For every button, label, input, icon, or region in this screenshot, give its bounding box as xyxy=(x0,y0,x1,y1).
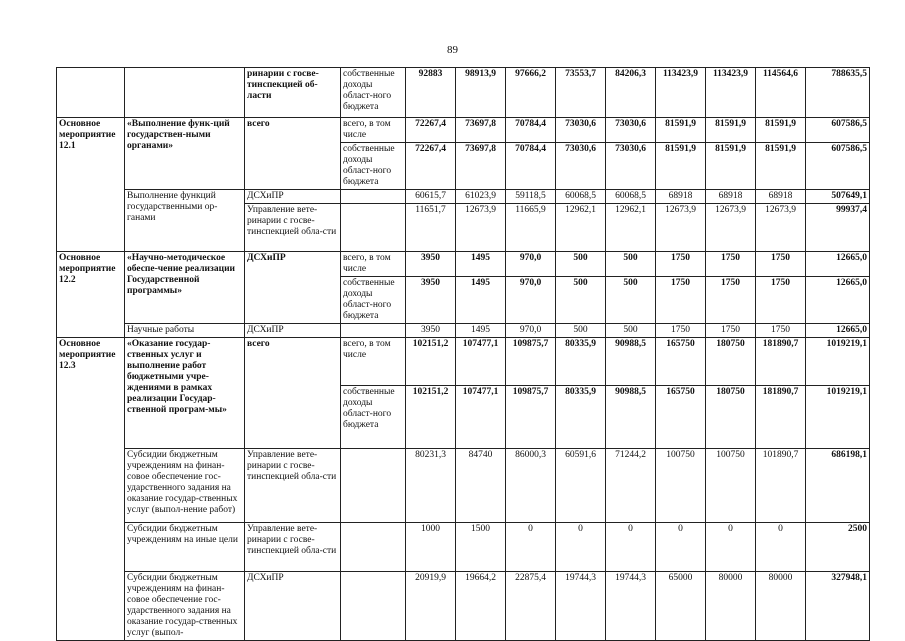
funding-source-cell: собственные доходы област-ного бюджета xyxy=(341,68,406,118)
budget-table xyxy=(56,67,870,641)
year-value-cell: 80231,3 xyxy=(406,449,456,523)
year-value-cell: 72267,4 xyxy=(406,118,456,143)
year-value-cell: 73030,6 xyxy=(556,118,606,143)
year-value-cell: 61023,9 xyxy=(456,190,506,204)
year-value-cell: 100750 xyxy=(656,449,706,523)
year-value-cell: 84206,3 xyxy=(606,68,656,118)
year-value-cell: 86000,3 xyxy=(506,449,556,523)
year-value-cell: 84740 xyxy=(456,449,506,523)
year-value-cell: 60068,5 xyxy=(606,190,656,204)
total-value-cell: 2500 xyxy=(806,523,870,572)
year-value-cell: 165750 xyxy=(656,338,706,386)
table-row xyxy=(57,324,870,338)
activity-name-cell: «Научно-методическое обеспе-чение реализации Государственной программы» xyxy=(125,252,245,324)
year-value-cell: 102151,2 xyxy=(406,338,456,386)
year-value-cell: 12673,9 xyxy=(706,204,756,252)
total-value-cell: 12665,0 xyxy=(806,324,870,338)
year-value-cell: 970,0 xyxy=(506,324,556,338)
total-value-cell: 12665,0 xyxy=(806,252,870,277)
year-value-cell: 1750 xyxy=(756,252,806,277)
year-value-cell: 65000 xyxy=(656,572,706,641)
year-value-cell: 81591,9 xyxy=(706,118,756,143)
year-value-cell: 181890,7 xyxy=(756,338,806,386)
year-value-cell: 73030,6 xyxy=(606,118,656,143)
year-value-cell: 107477,1 xyxy=(456,338,506,386)
year-value-cell: 970,0 xyxy=(506,277,556,324)
year-value-cell: 80000 xyxy=(756,572,806,641)
year-value-cell: 80000 xyxy=(706,572,756,641)
executor-cell: ДСХиПР xyxy=(245,190,341,204)
table-row xyxy=(57,338,870,386)
year-value-cell: 70784,4 xyxy=(506,143,556,190)
total-value-cell: 12665,0 xyxy=(806,277,870,324)
year-value-cell: 1495 xyxy=(456,324,506,338)
year-value-cell: 68918 xyxy=(756,190,806,204)
activity-name-cell: Выполнение функций государственными ор-ганами xyxy=(125,190,245,252)
total-value-cell: 327948,1 xyxy=(806,572,870,641)
activity-name-cell: Субсидии бюджетным учреждениям на финан-совое обеспечение гос-ударственного задания на оказание государ-ственных услуг (выпол-нение работ) xyxy=(125,449,245,523)
activity-name-cell: «Оказание государ-ственных услуг и выполнение работ бюджетными учре-ждениями в рамках реализации Государ-ственной програм-мы» xyxy=(125,338,245,449)
year-value-cell: 59118,5 xyxy=(506,190,556,204)
year-value-cell: 113423,9 xyxy=(706,68,756,118)
total-value-cell: 686198,1 xyxy=(806,449,870,523)
funding-source-cell: всего, в том числе xyxy=(341,118,406,143)
year-value-cell: 80335,9 xyxy=(556,338,606,386)
year-value-cell: 92883 xyxy=(406,68,456,118)
year-value-cell: 0 xyxy=(756,523,806,572)
year-value-cell: 500 xyxy=(606,277,656,324)
table-row xyxy=(57,572,870,641)
year-value-cell: 81591,9 xyxy=(656,118,706,143)
year-value-cell: 12673,9 xyxy=(756,204,806,252)
year-value-cell: 73030,6 xyxy=(556,143,606,190)
year-value-cell: 1495 xyxy=(456,277,506,324)
year-value-cell: 113423,9 xyxy=(656,68,706,118)
executor-cell: ДСХиПР xyxy=(245,324,341,338)
year-value-cell: 22875,4 xyxy=(506,572,556,641)
total-value-cell: 507649,1 xyxy=(806,190,870,204)
year-value-cell: 0 xyxy=(506,523,556,572)
year-value-cell: 97666,2 xyxy=(506,68,556,118)
funding-source-cell xyxy=(341,449,406,523)
year-value-cell: 60591,6 xyxy=(556,449,606,523)
funding-source-cell: всего, в том числе xyxy=(341,338,406,386)
year-value-cell: 81591,9 xyxy=(656,143,706,190)
year-value-cell: 109875,7 xyxy=(506,338,556,386)
year-value-cell: 102151,2 xyxy=(406,386,456,449)
year-value-cell: 101890,7 xyxy=(756,449,806,523)
year-value-cell: 73553,7 xyxy=(556,68,606,118)
year-value-cell: 81591,9 xyxy=(706,143,756,190)
page-number: 89 xyxy=(447,44,458,56)
executor-cell: ДСХиПР xyxy=(245,572,341,641)
year-value-cell: 3950 xyxy=(406,277,456,324)
funding-source-cell: всего, в том числе xyxy=(341,252,406,277)
activity-code-cell xyxy=(57,68,125,118)
year-value-cell: 81591,9 xyxy=(756,143,806,190)
executor-cell: ДСХиПР xyxy=(245,252,341,324)
funding-source-cell: собственные доходы област-ного бюджета xyxy=(341,277,406,324)
year-value-cell: 71244,2 xyxy=(606,449,656,523)
funding-source-cell xyxy=(341,572,406,641)
year-value-cell: 500 xyxy=(606,324,656,338)
year-value-cell: 60068,5 xyxy=(556,190,606,204)
year-value-cell: 12962,1 xyxy=(556,204,606,252)
year-value-cell: 68918 xyxy=(656,190,706,204)
year-value-cell: 98913,9 xyxy=(456,68,506,118)
year-value-cell: 73697,8 xyxy=(456,118,506,143)
year-value-cell: 19664,2 xyxy=(456,572,506,641)
total-value-cell: 607586,5 xyxy=(806,143,870,190)
table-row xyxy=(57,523,870,572)
total-value-cell: 1019219,1 xyxy=(806,338,870,386)
year-value-cell: 500 xyxy=(606,252,656,277)
funding-source-cell xyxy=(341,324,406,338)
year-value-cell: 81591,9 xyxy=(756,118,806,143)
funding-source-cell xyxy=(341,190,406,204)
year-value-cell: 0 xyxy=(706,523,756,572)
year-value-cell: 90988,5 xyxy=(606,386,656,449)
activity-name-cell xyxy=(125,68,245,118)
executor-cell: всего xyxy=(245,118,341,190)
table-row xyxy=(57,252,870,277)
year-value-cell: 1750 xyxy=(756,277,806,324)
executor-cell: всего xyxy=(245,338,341,449)
year-value-cell: 0 xyxy=(556,523,606,572)
funding-source-cell xyxy=(341,523,406,572)
total-value-cell: 788635,5 xyxy=(806,68,870,118)
year-value-cell: 12962,1 xyxy=(606,204,656,252)
activity-name-cell: «Выполнение функ-ций государствен-ными органами» xyxy=(125,118,245,190)
activity-name-cell: Субсидии бюджетным учреждениям на финан-совое обеспечение гос-ударственного задания на оказание государ-ственных услуг (выпол- xyxy=(125,572,245,641)
activity-code-cell: Основное мероприятие 12.2 xyxy=(57,252,125,338)
year-value-cell: 100750 xyxy=(706,449,756,523)
year-value-cell: 19744,3 xyxy=(556,572,606,641)
activity-code-cell: Основное мероприятие 12.3 xyxy=(57,338,125,641)
year-value-cell: 1000 xyxy=(406,523,456,572)
activity-code-cell: Основное мероприятие 12.1 xyxy=(57,118,125,252)
year-value-cell: 970,0 xyxy=(506,252,556,277)
executor-cell: ринарии с госве-тинспекцией об-ласти xyxy=(245,68,341,118)
year-value-cell: 165750 xyxy=(656,386,706,449)
year-value-cell: 1750 xyxy=(706,277,756,324)
activity-name-cell: Субсидии бюджетным учреждениям на иные цели xyxy=(125,523,245,572)
year-value-cell: 70784,4 xyxy=(506,118,556,143)
executor-cell: Управление вете-ринарии с госве-тинспекцией обла-сти xyxy=(245,523,341,572)
year-value-cell: 0 xyxy=(606,523,656,572)
year-value-cell: 72267,4 xyxy=(406,143,456,190)
year-value-cell: 90988,5 xyxy=(606,338,656,386)
year-value-cell: 73697,8 xyxy=(456,143,506,190)
activity-name-cell: Научные работы xyxy=(125,324,245,338)
table-row xyxy=(57,190,870,204)
year-value-cell: 180750 xyxy=(706,338,756,386)
year-value-cell: 181890,7 xyxy=(756,386,806,449)
year-value-cell: 11665,9 xyxy=(506,204,556,252)
year-value-cell: 19744,3 xyxy=(606,572,656,641)
table-row xyxy=(57,449,870,523)
table-row xyxy=(57,118,870,143)
year-value-cell: 0 xyxy=(656,523,706,572)
total-value-cell: 1019219,1 xyxy=(806,386,870,449)
year-value-cell: 73030,6 xyxy=(606,143,656,190)
funding-source-cell: собственные доходы област-ного бюджета xyxy=(341,143,406,190)
year-value-cell: 11651,7 xyxy=(406,204,456,252)
year-value-cell: 80335,9 xyxy=(556,386,606,449)
funding-source-cell: собственные доходы област-ного бюджета xyxy=(341,386,406,449)
year-value-cell: 20919,9 xyxy=(406,572,456,641)
year-value-cell: 109875,7 xyxy=(506,386,556,449)
total-value-cell: 607586,5 xyxy=(806,118,870,143)
year-value-cell: 500 xyxy=(556,252,606,277)
year-value-cell: 107477,1 xyxy=(456,386,506,449)
year-value-cell: 60615,7 xyxy=(406,190,456,204)
year-value-cell: 1750 xyxy=(656,252,706,277)
year-value-cell: 1500 xyxy=(456,523,506,572)
total-value-cell: 99937,4 xyxy=(806,204,870,252)
year-value-cell: 114564,6 xyxy=(756,68,806,118)
year-value-cell: 12673,9 xyxy=(656,204,706,252)
year-value-cell: 1750 xyxy=(656,277,706,324)
year-value-cell: 1495 xyxy=(456,252,506,277)
year-value-cell: 3950 xyxy=(406,324,456,338)
year-value-cell: 1750 xyxy=(656,324,706,338)
year-value-cell: 1750 xyxy=(706,324,756,338)
year-value-cell: 500 xyxy=(556,277,606,324)
year-value-cell: 500 xyxy=(556,324,606,338)
table-row xyxy=(57,68,870,118)
year-value-cell: 12673,9 xyxy=(456,204,506,252)
executor-cell: Управление вете-ринарии с госве-тинспекцией обла-сти xyxy=(245,204,341,252)
year-value-cell: 3950 xyxy=(406,252,456,277)
year-value-cell: 1750 xyxy=(706,252,756,277)
executor-cell: Управление вете-ринарии с госве-тинспекцией обла-сти xyxy=(245,449,341,523)
funding-source-cell xyxy=(341,204,406,252)
year-value-cell: 68918 xyxy=(706,190,756,204)
year-value-cell: 1750 xyxy=(756,324,806,338)
year-value-cell: 180750 xyxy=(706,386,756,449)
